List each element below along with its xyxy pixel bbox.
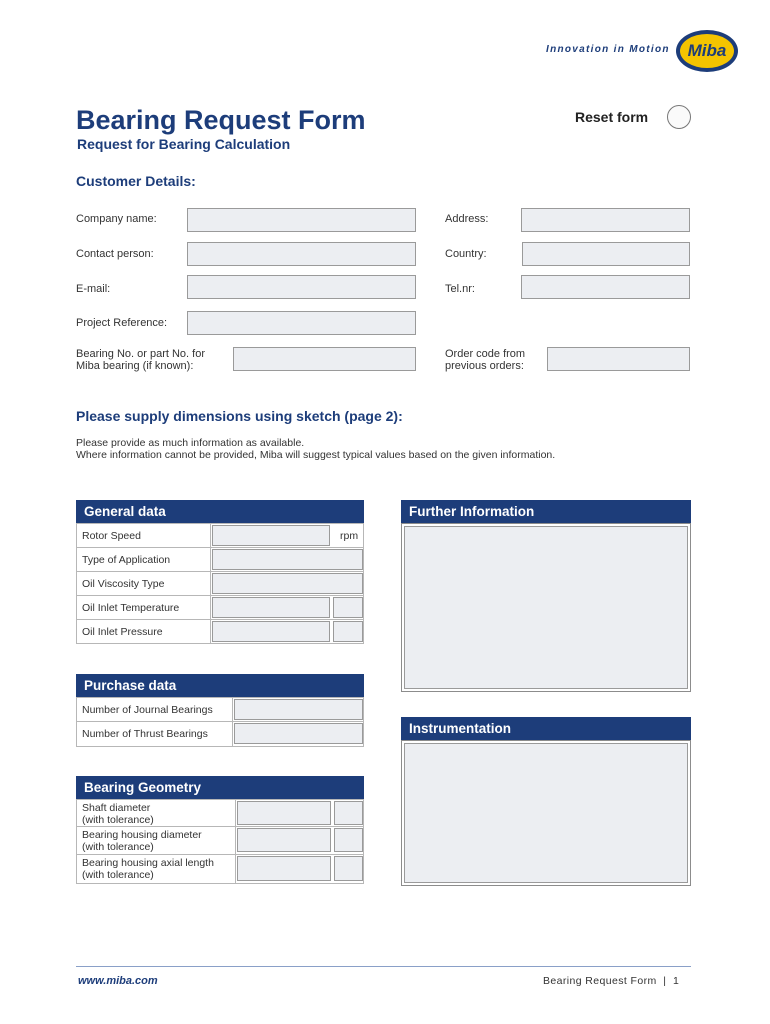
project-reference-field[interactable] xyxy=(187,311,416,335)
bearing-no-label-line2: Miba bearing (if known): xyxy=(76,360,194,372)
general-data-heading: General data xyxy=(76,500,364,523)
bearing-no-label-line1: Bearing No. or part No. for xyxy=(76,348,206,360)
order-code-label-line2: previous orders: xyxy=(445,360,524,372)
tel-field[interactable] xyxy=(521,275,690,299)
oil-viscosity-row xyxy=(76,572,364,596)
order-code-field[interactable] xyxy=(547,347,690,371)
housing-length-field[interactable] xyxy=(237,856,331,881)
tel-label: Tel.nr: xyxy=(445,283,475,295)
country-label: Country: xyxy=(445,248,487,260)
footer-divider xyxy=(76,966,691,967)
rotor-speed-label: Rotor Speed xyxy=(82,530,141,542)
rpm-unit: rpm xyxy=(340,530,359,542)
bearing-no-field[interactable] xyxy=(233,347,416,371)
thrust-bearings-field[interactable] xyxy=(234,723,363,744)
housing-length-tolerance-field[interactable] xyxy=(334,856,363,881)
further-information-panel xyxy=(401,523,691,692)
application-type-label: Type of Application xyxy=(82,554,171,566)
miba-logo xyxy=(676,30,738,72)
dimensions-note-2: Where information cannot be provided, Miba will suggest typical values based on the given information. xyxy=(76,449,556,461)
website-link[interactable]: www.miba.com xyxy=(78,975,158,987)
journal-bearings-label: Number of Journal Bearings xyxy=(82,704,213,716)
logo-text: Miba xyxy=(680,34,734,68)
application-type-row xyxy=(76,548,364,572)
instrumentation-heading: Instrumentation xyxy=(401,717,691,740)
page-title: Bearing Request Form xyxy=(76,105,366,135)
instrumentation-field[interactable] xyxy=(404,743,688,883)
reset-form-label: Reset form xyxy=(575,109,649,125)
housing-diameter-label: Bearing housing diameter (with tolerance) xyxy=(82,829,202,853)
housing-diameter-tolerance-field[interactable] xyxy=(334,828,363,852)
contact-person-field[interactable] xyxy=(187,242,416,266)
further-information-heading: Further Information xyxy=(401,500,691,523)
dimensions-note-1: Please provide as much information as available. xyxy=(76,437,305,449)
oil-temperature-label: Oil Inlet Temperature xyxy=(82,602,180,614)
rotor-speed-row xyxy=(76,523,364,548)
country-field[interactable] xyxy=(522,242,690,266)
customer-details-heading: Customer Details: xyxy=(76,173,196,189)
order-code-label-line1: Order code from xyxy=(445,348,526,360)
address-field[interactable] xyxy=(521,208,690,232)
oil-temperature-unit-field[interactable] xyxy=(333,597,363,618)
housing-diameter-row xyxy=(76,827,364,855)
oil-viscosity-field[interactable] xyxy=(212,573,363,594)
shaft-diameter-field[interactable] xyxy=(237,801,331,825)
company-name-label: Company name: xyxy=(76,213,157,225)
oil-pressure-label: Oil Inlet Pressure xyxy=(82,626,163,638)
oil-temperature-row xyxy=(76,596,364,620)
oil-temperature-field[interactable] xyxy=(212,597,330,618)
oil-pressure-row xyxy=(76,620,364,644)
page-info: Bearing Request Form | 1 xyxy=(543,975,680,987)
reset-form-button[interactable] xyxy=(667,105,691,129)
address-label: Address: xyxy=(445,213,489,225)
shaft-diameter-label: Shaft diameter (with tolerance) xyxy=(82,802,154,826)
instrumentation-panel xyxy=(401,740,691,886)
housing-length-row xyxy=(76,855,364,884)
further-information-field[interactable] xyxy=(404,526,688,689)
application-type-field[interactable] xyxy=(212,549,363,570)
purchase-data-heading: Purchase data xyxy=(76,674,364,697)
rotor-speed-field[interactable] xyxy=(212,525,330,546)
page-subtitle: Request for Bearing Calculation xyxy=(77,136,291,152)
journal-bearings-row xyxy=(76,697,364,722)
housing-diameter-field[interactable] xyxy=(237,828,331,852)
shaft-diameter-row xyxy=(76,799,364,827)
bearing-geometry-heading: Bearing Geometry xyxy=(76,776,364,799)
journal-bearings-field[interactable] xyxy=(234,699,363,720)
thrust-bearings-label: Number of Thrust Bearings xyxy=(82,728,208,740)
oil-viscosity-label: Oil Viscosity Type xyxy=(82,578,165,590)
email-label: E-mail: xyxy=(76,283,111,295)
dimensions-heading: Please supply dimensions using sketch (page 2): xyxy=(76,408,403,424)
tagline: Innovation in Motion xyxy=(546,44,670,55)
contact-person-label: Contact person: xyxy=(76,248,154,260)
oil-pressure-unit-field[interactable] xyxy=(333,621,363,642)
thrust-bearings-row xyxy=(76,722,364,747)
company-name-field[interactable] xyxy=(187,208,416,232)
project-reference-label: Project Reference: xyxy=(76,317,168,329)
shaft-diameter-tolerance-field[interactable] xyxy=(334,801,363,825)
email-field[interactable] xyxy=(187,275,416,299)
oil-pressure-field[interactable] xyxy=(212,621,330,642)
housing-length-label: Bearing housing axial length (with tolerance) xyxy=(82,857,214,881)
